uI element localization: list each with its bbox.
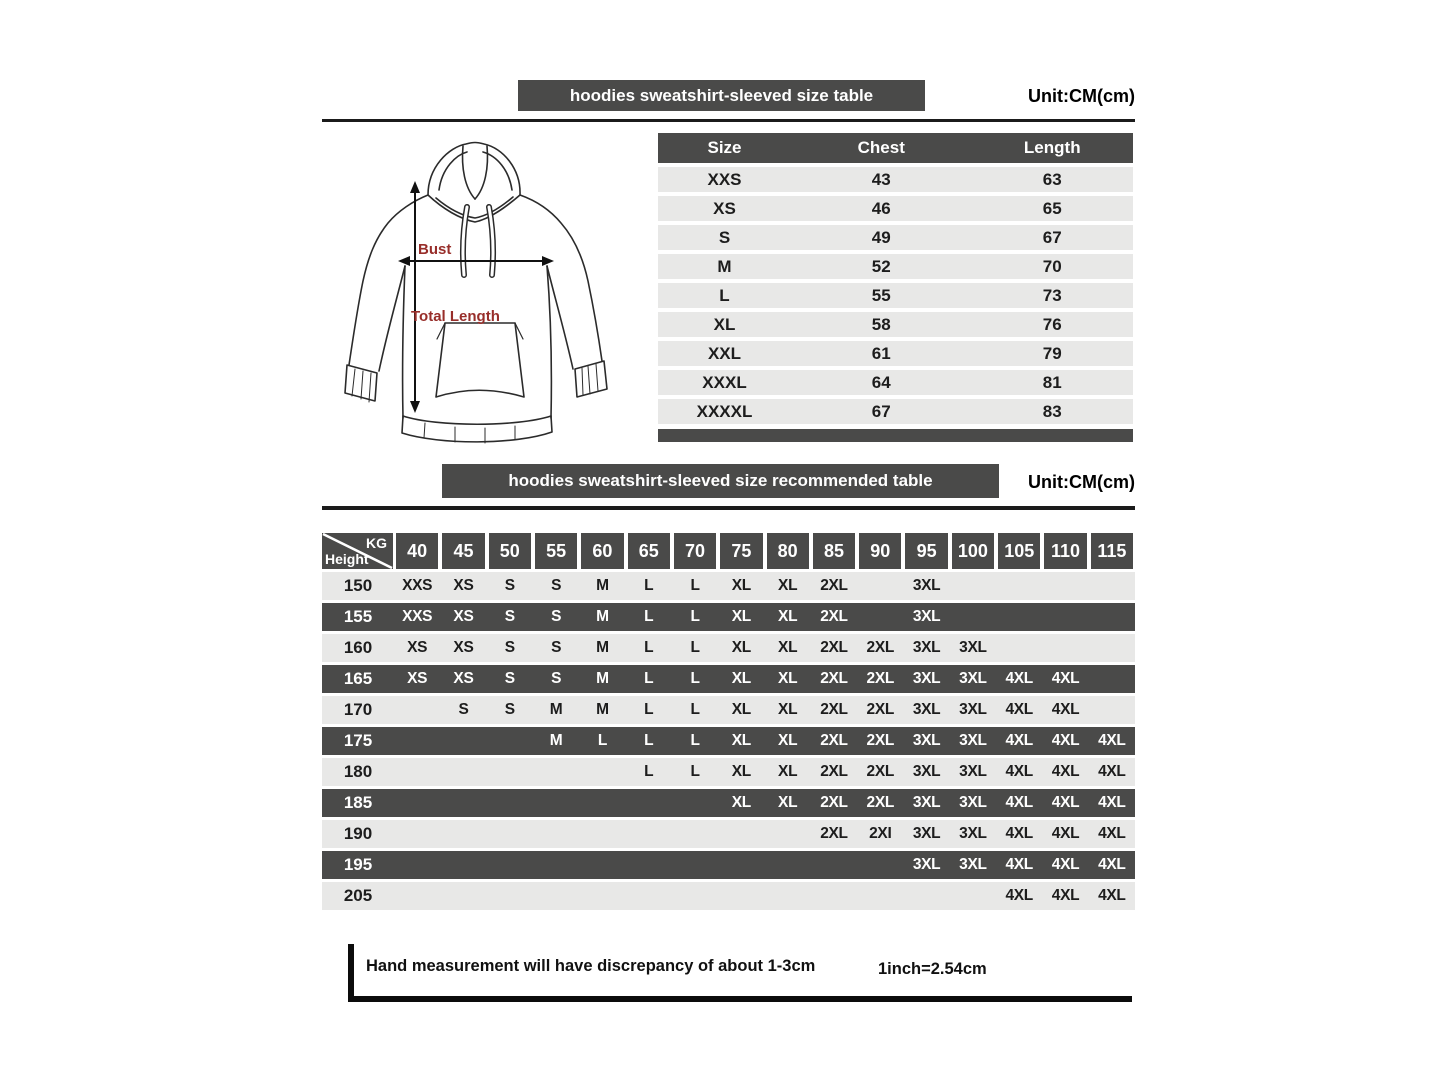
- size-cell-chest: 43: [871, 169, 891, 189]
- matrix-size-cell: 4XL: [1098, 732, 1126, 749]
- matrix-size-cell: 4XL: [1098, 763, 1126, 780]
- matrix-size-cell: 4XL: [1098, 887, 1126, 904]
- matrix-height-label: 205: [343, 886, 373, 905]
- weight-col-header: 45: [442, 533, 484, 569]
- matrix-height-label: 150: [343, 576, 373, 595]
- matrix-size-cell: XL: [731, 763, 751, 780]
- matrix-size-cell: L: [597, 732, 607, 749]
- matrix-header-row: [322, 533, 1135, 569]
- matrix-size-cell: S: [504, 577, 515, 594]
- matrix-size-cell: M: [549, 732, 563, 749]
- matrix-size-cell: XL: [731, 701, 751, 718]
- matrix-size-cell: M: [549, 701, 563, 718]
- footer-bottom-rule: [348, 996, 1132, 1002]
- size-cell-length: 73: [1042, 285, 1062, 305]
- size-cell-chest: 58: [871, 314, 891, 334]
- matrix-size-cell: L: [690, 639, 700, 656]
- matrix-size-cell: 3XL: [959, 763, 987, 780]
- matrix-size-cell: XL: [778, 701, 798, 718]
- matrix-height-label: 160: [343, 638, 373, 657]
- matrix-size-cell: XS: [407, 670, 428, 687]
- matrix-size-cell: 4XL: [1051, 794, 1080, 811]
- matrix-size-cell: 4XL: [1005, 670, 1033, 687]
- matrix-size-cell: XXS: [402, 577, 433, 594]
- matrix-size-cell: 3XL: [912, 763, 941, 780]
- matrix-size-cell: 2XL: [820, 825, 848, 842]
- matrix-size-cell: 2XL: [820, 577, 848, 594]
- matrix-size-cell: M: [596, 577, 609, 594]
- recommended-size-matrix: [322, 533, 1135, 910]
- matrix-size-cell: 2XL: [820, 732, 848, 749]
- size-cell-size: XXS: [707, 169, 742, 189]
- size-cell-length: 81: [1042, 372, 1062, 392]
- total-length-label: Total Length: [411, 308, 500, 325]
- unit-label-2: Unit:CM(cm): [1028, 472, 1135, 492]
- size-table-title: hoodies sweatshirt-sleeved size table: [569, 85, 874, 105]
- matrix-height-label: 190: [343, 824, 373, 843]
- corner-kg-label: KG: [366, 535, 387, 551]
- matrix-size-cell: 4XL: [1051, 701, 1080, 718]
- matrix-size-cell: XS: [453, 577, 474, 594]
- matrix-row-195: [322, 851, 1135, 879]
- matrix-size-cell: L: [644, 639, 654, 656]
- matrix-height-label: 155: [343, 607, 373, 626]
- matrix-size-cell: 4XL: [1005, 732, 1033, 749]
- size-table-bottom-bar: [658, 429, 1133, 442]
- matrix-row-170: [322, 696, 1135, 724]
- size-cell-length: 67: [1042, 227, 1062, 247]
- matrix-size-cell: 3XL: [959, 794, 987, 811]
- matrix-size-cell: S: [504, 701, 515, 718]
- corner-height-label: Height: [325, 551, 369, 567]
- matrix-size-cell: 4XL: [1005, 887, 1033, 904]
- matrix-size-cell: XL: [778, 763, 798, 780]
- matrix-size-cell: 4XL: [1051, 856, 1080, 873]
- matrix-size-cell: XL: [731, 577, 751, 594]
- size-table: [658, 133, 1133, 442]
- divider-1: [322, 119, 1135, 122]
- matrix-size-cell: XXS: [402, 608, 433, 625]
- matrix-size-cell: M: [596, 670, 609, 687]
- recommended-table-title-bar: [442, 464, 999, 498]
- matrix-size-cell: L: [644, 763, 654, 780]
- matrix-size-cell: 3XL: [912, 701, 941, 718]
- matrix-size-cell: XL: [731, 794, 751, 811]
- matrix-size-cell: 4XL: [1051, 825, 1080, 842]
- matrix-size-cell: 4XL: [1051, 732, 1080, 749]
- matrix-row-175: [322, 727, 1135, 755]
- weight-col-header: 95: [905, 533, 947, 569]
- weight-col-header: 105: [998, 533, 1040, 569]
- weight-col-header: 55: [535, 533, 577, 569]
- matrix-size-cell: 3XL: [912, 577, 941, 594]
- weight-col-header: 60: [581, 533, 623, 569]
- matrix-size-cell: L: [644, 732, 654, 749]
- matrix-size-cell: 2XL: [866, 763, 895, 780]
- matrix-size-cell: XL: [778, 732, 798, 749]
- matrix-size-cell: 3XL: [912, 670, 941, 687]
- matrix-size-cell: 3XL: [912, 608, 941, 625]
- unit-label-1: Unit:CM(cm): [1028, 86, 1135, 106]
- size-cell-size: M: [717, 256, 732, 276]
- size-table-row: [658, 283, 1133, 308]
- size-cell-size: XS: [713, 198, 736, 218]
- matrix-size-cell: L: [644, 701, 654, 718]
- divider-2: [322, 506, 1135, 510]
- size-cell-size: XL: [713, 314, 736, 334]
- hoodie-measurement-diagram: [325, 133, 635, 458]
- size-table-row: [658, 225, 1133, 250]
- footer-left-rule: [348, 944, 354, 1002]
- matrix-size-cell: XL: [731, 639, 751, 656]
- matrix-size-cell: L: [690, 732, 700, 749]
- matrix-size-cell: 2XL: [820, 639, 848, 656]
- matrix-size-cell: L: [690, 608, 700, 625]
- size-cell-size: XXL: [707, 343, 742, 363]
- matrix-size-cell: 2XI: [869, 825, 892, 842]
- matrix-height-label: 195: [343, 855, 373, 874]
- matrix-size-cell: 3XL: [959, 856, 987, 873]
- matrix-size-cell: XS: [453, 670, 474, 687]
- matrix-size-cell: XL: [731, 608, 751, 625]
- size-table-col-header: Size: [707, 138, 742, 157]
- matrix-size-cell: S: [504, 608, 515, 625]
- matrix-height-label: 175: [343, 731, 373, 750]
- matrix-size-cell: 3XL: [959, 670, 987, 687]
- matrix-size-cell: 3XL: [959, 701, 987, 718]
- size-table-row: [658, 167, 1133, 192]
- size-cell-length: 83: [1042, 401, 1062, 421]
- matrix-size-cell: S: [551, 577, 562, 594]
- weight-col-header: 75: [720, 533, 762, 569]
- matrix-size-cell: 2XL: [866, 794, 895, 811]
- matrix-size-cell: 3XL: [912, 856, 941, 873]
- matrix-size-cell: S: [551, 608, 562, 625]
- matrix-size-cell: S: [504, 639, 515, 656]
- weight-col-header: 65: [628, 533, 670, 569]
- matrix-row-180: [322, 758, 1135, 786]
- matrix-size-cell: 3XL: [912, 794, 941, 811]
- matrix-row-165: [322, 665, 1135, 693]
- matrix-row-160: [322, 634, 1135, 662]
- matrix-size-cell: XL: [731, 670, 751, 687]
- matrix-size-cell: L: [690, 577, 700, 594]
- matrix-size-cell: 2XL: [820, 701, 848, 718]
- matrix-size-cell: 4XL: [1005, 763, 1033, 780]
- size-cell-chest: 67: [871, 401, 891, 421]
- matrix-size-cell: 4XL: [1051, 887, 1080, 904]
- weight-col-header: 80: [767, 533, 809, 569]
- size-table-row: [658, 254, 1133, 279]
- matrix-size-cell: 2XL: [866, 732, 895, 749]
- matrix-size-cell: 2XL: [866, 701, 895, 718]
- size-cell-chest: 52: [871, 256, 891, 276]
- matrix-row-190: [322, 820, 1135, 848]
- matrix-size-cell: S: [551, 639, 562, 656]
- size-cell-size: S: [718, 227, 731, 247]
- matrix-size-cell: L: [644, 577, 654, 594]
- matrix-height-label: 180: [343, 762, 373, 781]
- matrix-size-cell: 4XL: [1098, 856, 1126, 873]
- matrix-height-label: 185: [343, 793, 373, 812]
- size-table-row: [658, 312, 1133, 337]
- measurement-note: Hand measurement will have discrepancy of about 1-3cm: [366, 957, 816, 975]
- size-cell-chest: 49: [871, 227, 891, 247]
- size-table-header: [658, 133, 1133, 163]
- matrix-row-150: [322, 572, 1135, 600]
- matrix-size-cell: 4XL: [1098, 794, 1126, 811]
- matrix-size-cell: L: [644, 608, 654, 625]
- matrix-size-cell: XL: [778, 670, 798, 687]
- matrix-height-label: 165: [343, 669, 373, 688]
- size-cell-length: 63: [1042, 169, 1062, 189]
- size-table-row: [658, 341, 1133, 366]
- size-cell-size: L: [719, 285, 730, 305]
- matrix-size-cell: S: [551, 670, 562, 687]
- weight-col-header: 90: [859, 533, 901, 569]
- matrix-size-cell: 3XL: [912, 732, 941, 749]
- size-table-title-bar: [518, 80, 925, 111]
- matrix-size-cell: XL: [731, 732, 751, 749]
- matrix-size-cell: 4XL: [1005, 701, 1033, 718]
- matrix-size-cell: 4XL: [1005, 825, 1033, 842]
- matrix-size-cell: 2XL: [820, 670, 848, 687]
- weight-col-header: 110: [1044, 533, 1086, 569]
- size-cell-length: 79: [1042, 343, 1062, 363]
- size-cell-length: 65: [1042, 198, 1062, 218]
- matrix-size-cell: L: [644, 670, 654, 687]
- matrix-size-cell: 4XL: [1005, 794, 1033, 811]
- matrix-size-cell: XS: [453, 639, 474, 656]
- weight-col-header: 100: [952, 533, 994, 569]
- matrix-size-cell: 2XL: [866, 639, 895, 656]
- size-table-row: [658, 399, 1133, 424]
- matrix-row-185: [322, 789, 1135, 817]
- size-cell-chest: 64: [871, 372, 891, 392]
- matrix-size-cell: XL: [778, 608, 798, 625]
- size-cell-size: XXXXL: [696, 401, 753, 421]
- size-table-row: [658, 196, 1133, 221]
- size-cell-size: XXXL: [702, 372, 747, 392]
- matrix-size-cell: 2XL: [820, 763, 848, 780]
- matrix-size-cell: M: [596, 608, 609, 625]
- weight-col-header: 50: [489, 533, 531, 569]
- weight-col-header: 70: [674, 533, 716, 569]
- size-table-col-header: Length: [1023, 138, 1081, 157]
- matrix-size-cell: 4XL: [1005, 856, 1033, 873]
- matrix-size-cell: 4XL: [1051, 670, 1080, 687]
- size-cell-chest: 55: [871, 285, 891, 305]
- matrix-height-label: 170: [343, 700, 373, 719]
- recommended-table-title: hoodies sweatshirt-sleeved size recommended table: [508, 471, 933, 490]
- size-cell-chest: 61: [871, 343, 891, 363]
- matrix-row-155: [322, 603, 1135, 631]
- size-cell-length: 76: [1042, 314, 1062, 334]
- matrix-size-cell: 3XL: [912, 639, 941, 656]
- matrix-size-cell: XL: [778, 639, 798, 656]
- size-cell-length: 70: [1042, 256, 1062, 276]
- matrix-size-cell: XS: [407, 639, 428, 656]
- matrix-size-cell: XS: [453, 608, 474, 625]
- matrix-size-cell: 3XL: [912, 825, 941, 842]
- matrix-row-205: [322, 882, 1135, 910]
- matrix-size-cell: S: [458, 701, 469, 718]
- matrix-size-cell: 3XL: [959, 825, 987, 842]
- weight-col-header: 40: [396, 533, 438, 569]
- inch-conversion-note: 1inch=2.54cm: [878, 960, 987, 978]
- matrix-size-cell: L: [690, 763, 700, 780]
- matrix-size-cell: XL: [778, 794, 798, 811]
- matrix-size-cell: 3XL: [959, 732, 987, 749]
- matrix-size-cell: 2XL: [820, 608, 848, 625]
- matrix-size-cell: M: [596, 701, 609, 718]
- weight-col-header: 85: [813, 533, 855, 569]
- size-cell-chest: 46: [871, 198, 891, 218]
- matrix-size-cell: S: [504, 670, 515, 687]
- matrix-size-cell: 3XL: [959, 639, 987, 656]
- matrix-corner-cell: [322, 533, 393, 569]
- size-table-col-header: Chest: [857, 138, 905, 157]
- matrix-size-cell: 4XL: [1098, 825, 1126, 842]
- matrix-size-cell: XL: [778, 577, 798, 594]
- matrix-size-cell: L: [690, 670, 700, 687]
- matrix-size-cell: 4XL: [1051, 763, 1080, 780]
- bust-label: Bust: [418, 241, 452, 258]
- matrix-size-cell: 2XL: [866, 670, 895, 687]
- weight-col-header: 115: [1091, 533, 1133, 569]
- matrix-size-cell: 2XL: [820, 794, 848, 811]
- size-table-row: [658, 370, 1133, 395]
- matrix-size-cell: L: [690, 701, 700, 718]
- matrix-size-cell: M: [596, 639, 609, 656]
